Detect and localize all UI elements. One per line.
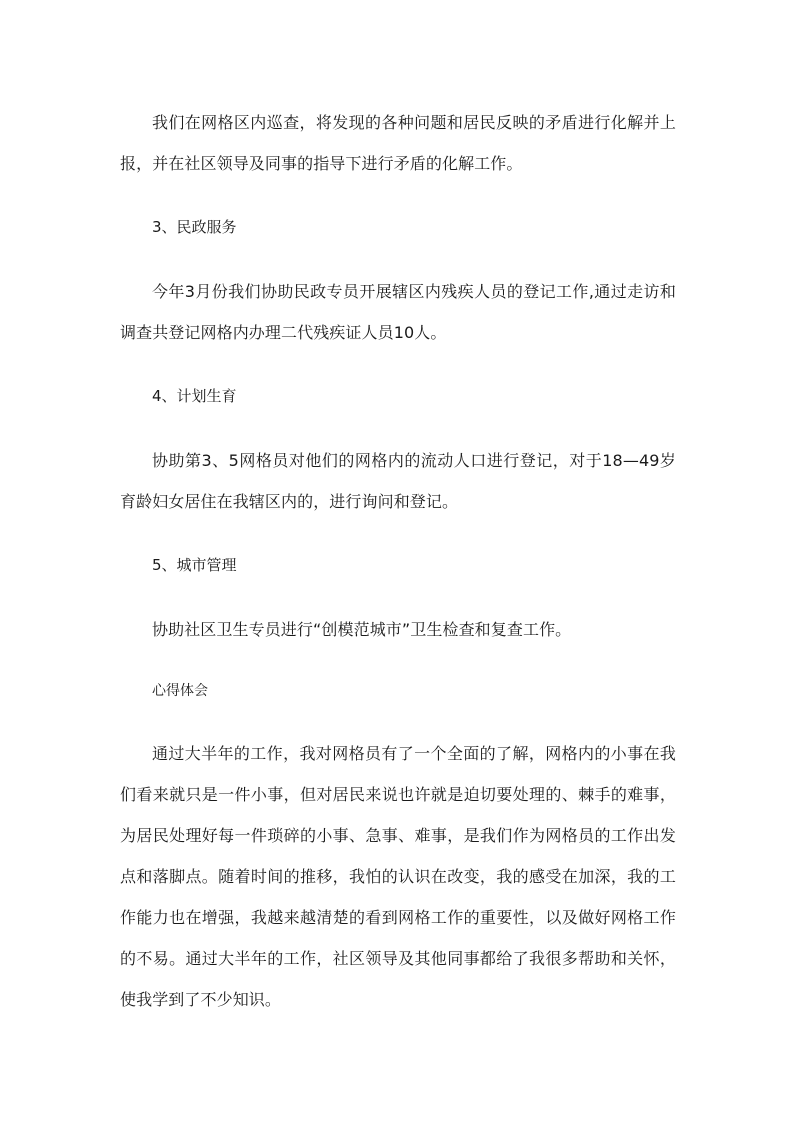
heading-reflections: 心得体会 xyxy=(152,683,208,699)
paragraph-reflections: 通过大半年的工作，我对网格员有了一个全面的了解，网格内的小事在我们看来就只是一件小事，但对居民来说也许就是迫切要处理的、棘手的难事，为居民处理好每一件琐碎的小事、急事、难事，是我们作为网格员的工作出发点和落脚点。随着时间的推移，我怕的认识在改变，我的感受在加深，我的工作能力也在增强，我越来越清楚的看到网格工作的重要性，以及做好网格工作的不易。通过大半年的工作，社区领导及其他同事都给了我很多帮助和关怀，使我学到了不少知识。 xyxy=(120,744,676,1009)
heading-family-planning: 4、计划生育 xyxy=(152,387,237,405)
paragraph-patrol: 我们在网格区内巡查，将发现的各种问题和居民反映的矛盾进行化解并上报，并在社区领导及同事的指导下进行矛盾的化解工作。 xyxy=(120,113,676,173)
heading-civil-affairs: 3、民政服务 xyxy=(152,218,237,236)
paragraph-civil-affairs: 今年3月份我们协助民政专员开展辖区内残疾人员的登记工作,通过走访和调查共登记网格内办理二代残疾证人员10人。 xyxy=(120,282,676,342)
paragraph-city-management: 协助社区卫生专员进行“创模范城市”卫生检查和复查工作。 xyxy=(152,620,572,639)
heading-city-management: 5、城市管理 xyxy=(152,556,237,574)
paragraph-family-planning: 协助第3、5网格员对他们的网格内的流动人口进行登记，对于18—49岁育龄妇女居住在我辖区内的，进行询问和登记。 xyxy=(120,451,676,511)
document-body xyxy=(120,102,676,1020)
